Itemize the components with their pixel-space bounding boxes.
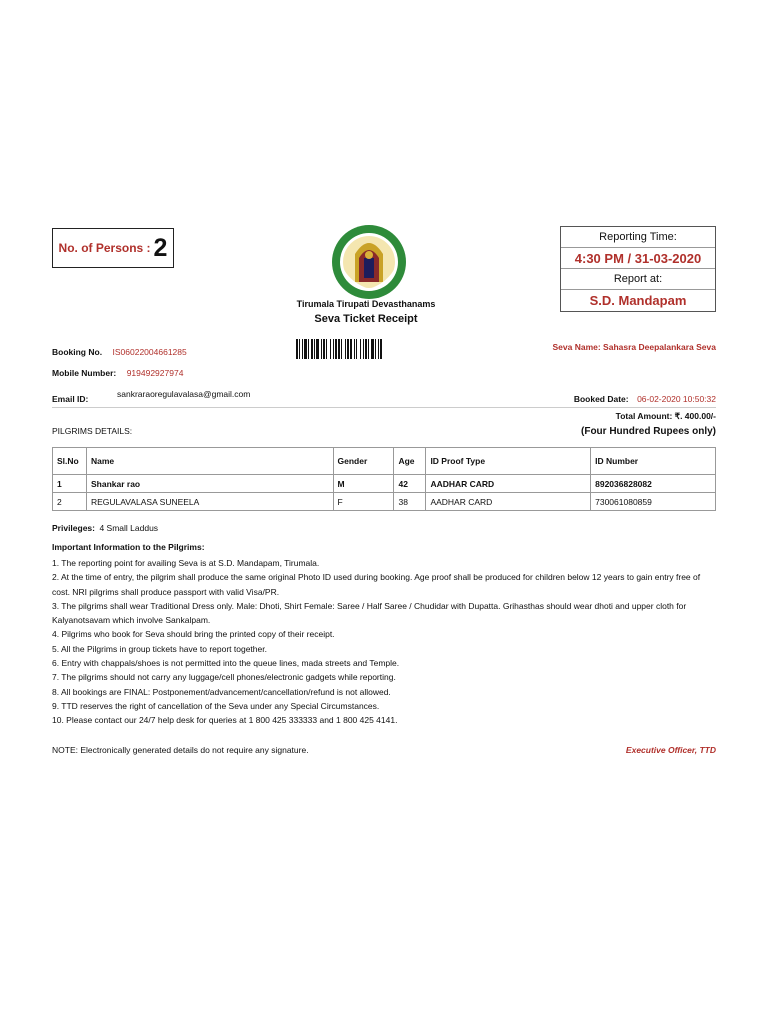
info-item: 10. Please contact our 24/7 help desk for queries at 1 800 425 333333 and 1 800 425 4141.: [52, 715, 398, 726]
total-amount-words: (Four Hundred Rupees only): [581, 426, 716, 437]
cell-gender: M: [333, 475, 394, 493]
org-name: Tirumala Tirupati Devasthanams: [296, 299, 436, 309]
table-row: [53, 475, 716, 493]
reporting-box: [560, 226, 716, 312]
cell-id-proof-type: AADHAR CARD: [426, 493, 591, 511]
mobile-value: 919492927974: [126, 368, 184, 378]
persons-box: [52, 228, 174, 268]
mobile-row: [52, 363, 183, 381]
info-item: 5. All the Pilgrims in group tickets have to report together.: [52, 643, 267, 654]
info-item: 6. Entry with chappals/shoes is not permitted into the queue lines, mada streets and Temple.: [52, 658, 400, 669]
info-item: 3. The pilgrims shall wear Traditional Dress only. Male: Dhoti, Shirt Female: Saree / Half Saree / Chudidar with Dupatta. Grihasthas should wear dhoti and upper cloth for Kalyanotsavam which involve Sankalpam.: [52, 600, 687, 626]
cell-age: 42: [394, 475, 426, 493]
signatory: Executive Officer, TTD: [625, 745, 716, 755]
info-item: 4. Pilgrims who book for Seva should bring the printed copy of their receipt.: [52, 629, 335, 640]
booked-date-row: [574, 389, 716, 407]
persons-count: 2: [153, 233, 168, 262]
ttd-emblem-icon: [331, 224, 407, 300]
info-list: [52, 556, 716, 728]
cell-gender: F: [333, 493, 394, 511]
email-label: Email ID:: [52, 394, 89, 404]
cell-slno: 1: [53, 475, 87, 493]
cell-id-number: 730061080859: [591, 493, 716, 511]
col-header-age: Age: [394, 448, 426, 475]
email-value: sankraraoregulavalasa@gmail.com: [117, 389, 251, 399]
cell-slno: 2: [53, 493, 87, 511]
table-header-row: [53, 448, 716, 475]
booked-date-label: Booked Date:: [573, 394, 629, 404]
info-heading: Important Information to the Pilgrims:: [52, 542, 205, 552]
reporting-time-label: Reporting Time:: [561, 227, 715, 248]
cell-name: Shankar rao: [86, 475, 333, 493]
info-item: 2. At the time of entry, the pilgrim shall produce the same original Photo ID used during booking. Age proof shall be produced for children below 12 years to gain entry free of cost. NRI pilgrims shall produce passport with valid Visa/PR.: [52, 572, 701, 597]
cell-id-number: 892036828082: [591, 475, 716, 493]
pilgrims-table: [52, 447, 716, 511]
info-item: 9. TTD reserves the right of cancellation of the Seva under any Special Circumstances.: [52, 700, 380, 711]
report-place-value: S.D. Mandapam: [589, 293, 687, 308]
col-header-id-proof-type: ID Proof Type: [426, 448, 591, 475]
pilgrims-section-label: PILGRIMS DETAILS:: [52, 426, 133, 436]
table-row: [53, 493, 716, 511]
col-header-name: Name: [86, 448, 333, 475]
reporting-time-value: 4:30 PM / 31-03-2020: [561, 248, 715, 269]
mobile-label: Mobile Number:: [52, 368, 117, 378]
cell-age: 38: [394, 493, 426, 511]
privileges-label: Privileges:: [52, 523, 95, 533]
info-item: 7. The pilgrims should not carry any luggage/cell phones/electronic gadgets while reporting.: [52, 672, 396, 683]
email-row: [52, 389, 88, 407]
cell-name: REGULAVALASA SUNEELA: [86, 493, 333, 511]
col-header-id-number: ID Number: [591, 448, 716, 475]
info-item: 8. All bookings are FINAL: Postponement/advancement/cancellation/refund is not allowed.: [52, 686, 391, 697]
total-amount: Total Amount: ₹. 400.00/-: [615, 411, 716, 421]
persons-label: No. of Persons :: [58, 241, 151, 255]
booked-date-value: 06-02-2020 10:50:32: [637, 394, 716, 404]
privileges-value: 4 Small Laddus: [99, 523, 159, 533]
cell-id-proof-type: AADHAR CARD: [426, 475, 591, 493]
privileges-row: [52, 518, 158, 536]
footer-note: NOTE: Electronically generated details do not require any signature.: [52, 745, 309, 755]
booking-no-label: Booking No.: [52, 347, 103, 357]
booking-no-row: [52, 342, 187, 360]
seva-name: Seva Name: Sahasra Deepalankara Seva: [552, 342, 716, 352]
info-item: 1. The reporting point for availing Seva is at S.D. Mandapam, Tirumala.: [52, 558, 320, 568]
page-title: Seva Ticket Receipt: [314, 313, 418, 325]
col-header-slno: Sl.No: [53, 448, 87, 475]
col-header-gender: Gender: [333, 448, 394, 475]
divider: [52, 407, 716, 408]
barcode-icon: [296, 339, 420, 359]
report-place-label: Report at:: [561, 269, 715, 290]
booking-no-value: IS06022004661285: [112, 347, 187, 357]
